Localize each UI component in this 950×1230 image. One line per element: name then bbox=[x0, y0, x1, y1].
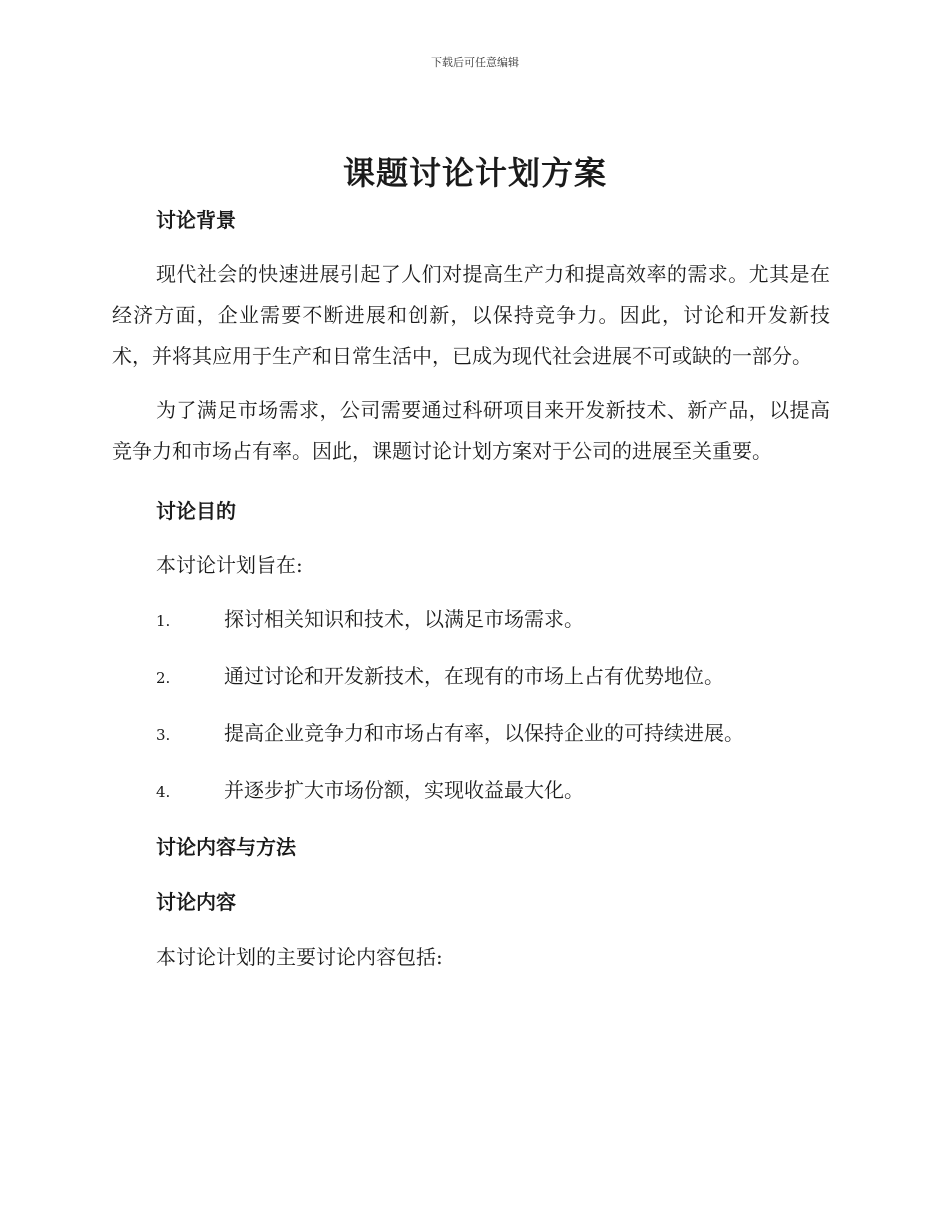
running-header: 下载后可任意编辑 bbox=[431, 56, 519, 69]
subheading-content: 讨论内容 bbox=[156, 890, 236, 914]
list-item-text: 并逐步扩大市场份额，实现收益最大化。 bbox=[224, 778, 584, 802]
paragraph-background-1: 现代社会的快速进展引起了人们对提高生产力和提高效率的需求。尤其是在经济方面，企业需要不断进展和创新，以保持竞争力。因此，讨论和开发新技术，并将其应用于生产和日常生活中，已成为现代社会进展不可或缺的一部分。 bbox=[112, 262, 830, 368]
list-item-number: 2. bbox=[156, 669, 171, 687]
purpose-intro: 本讨论计划旨在: bbox=[156, 553, 303, 577]
heading-purpose: 讨论目的 bbox=[156, 499, 236, 523]
heading-content-method: 讨论内容与方法 bbox=[156, 835, 296, 859]
list-item bbox=[112, 662, 830, 692]
list-item-text: 提高企业竞争力和市场占有率，以保持企业的可持续进展。 bbox=[224, 721, 744, 745]
heading-background: 讨论背景 bbox=[156, 208, 236, 232]
paragraph-background-2: 为了满足市场需求，公司需要通过科研项目来开发新技术、新产品，以提高竞争力和市场占有率。因此，课题讨论计划方案对于公司的进展至关重要。 bbox=[112, 398, 830, 463]
list-item-text: 通过讨论和开发新技术，在现有的市场上占有优势地位。 bbox=[224, 664, 724, 688]
content-intro: 本讨论计划的主要讨论内容包括: bbox=[156, 945, 443, 969]
list-item-number: 4. bbox=[156, 783, 171, 801]
list-item bbox=[112, 776, 830, 806]
document-title: 课题讨论计划方案 bbox=[342, 154, 607, 192]
document-body bbox=[112, 200, 830, 971]
list-item bbox=[112, 719, 830, 749]
list-item-text: 探讨相关知识和技术，以满足市场需求。 bbox=[224, 607, 584, 631]
list-item-number: 3. bbox=[156, 726, 171, 744]
list-item-number: 1. bbox=[156, 612, 171, 630]
list-item bbox=[112, 605, 830, 635]
